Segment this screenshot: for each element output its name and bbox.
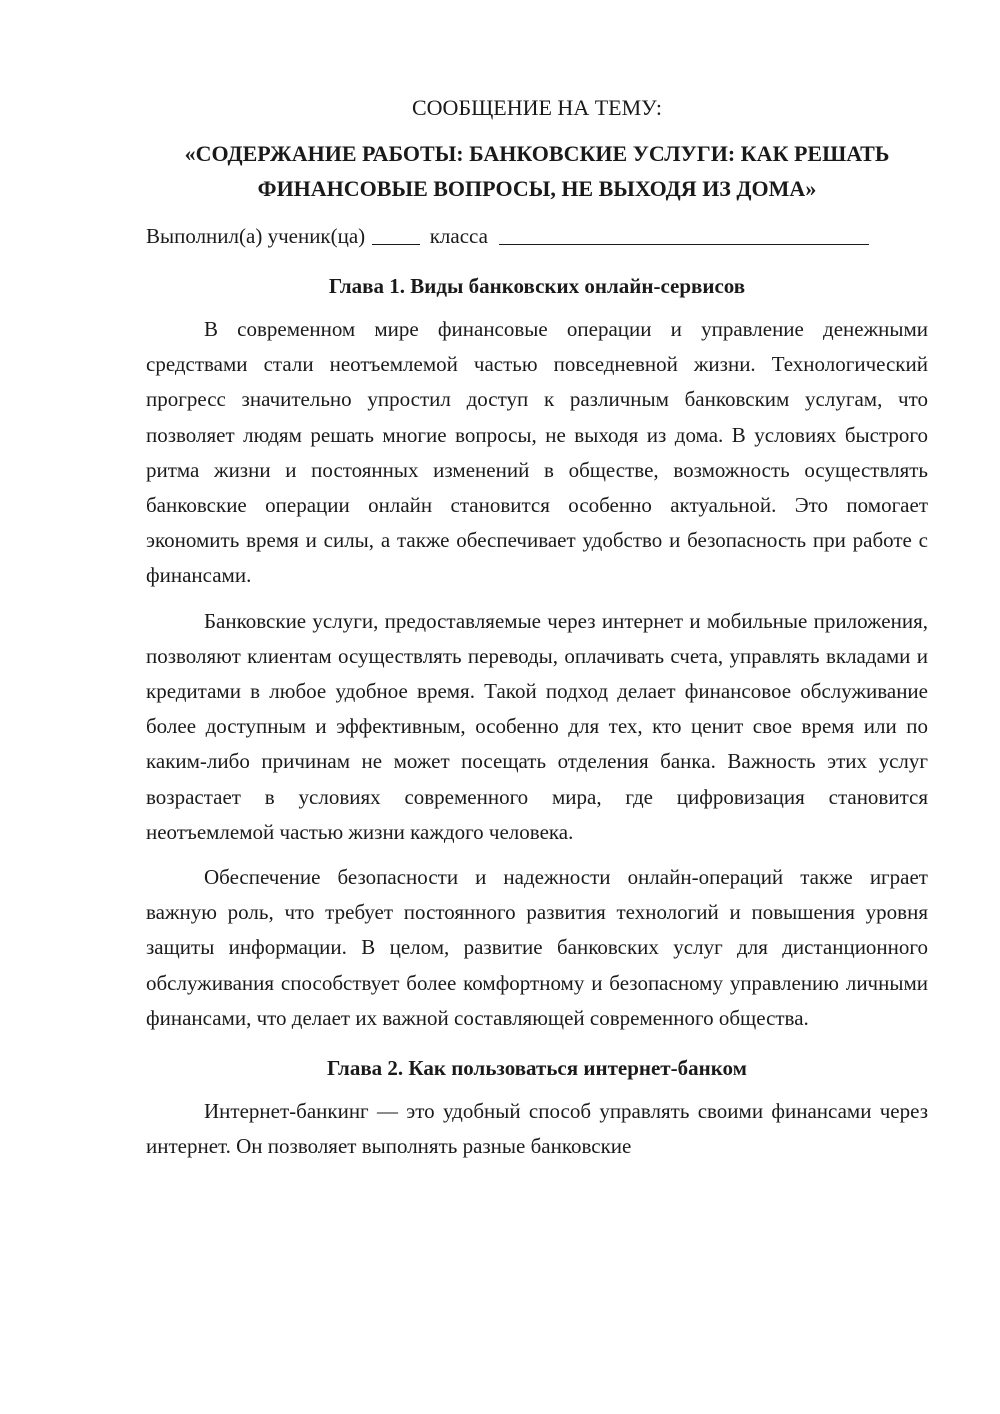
performer-label: Выполнил(а) ученик(ца) [146,224,366,248]
message-label: СООБЩЕНИЕ НА ТЕМУ: [412,95,662,120]
chapter-2-title: Глава 2. Как пользоваться интернет-банком [327,1056,747,1081]
chapter-1-paragraph-3: Обеспечение безопасности и надежности онлайн-операций также играет важную роль, что требует постоянного развития технологий и повышения уровня защиты информации. В целом, развитие банковских услуг для дистанционного обслуживания способствует более комфортному и безопасному управлению личными финансами, что делает их важной составляющей современного общества. [146,865,928,1030]
chapter-1-title: Глава 1. Виды банковских онлайн-сервисов [328,274,746,298]
chapter-2-paragraph-1: Интернет-банкинг — это удобный способ управлять своими финансами через интернет. Он позволяет выполнять разные банковские [146,1099,928,1159]
class-label: класса [429,224,488,248]
document-title: «СОДЕРЖАНИЕ РАБОТЫ: БАНКОВСКИЕ УСЛУГИ: КАК РЕШАТЬ ФИНАНСОВЫЕ ВОПРОСЫ, НЕ ВЫХОДЯ ИЗ ДОМА» [184,141,890,201]
class-number-blank[interactable] [372,224,420,245]
chapter-1-paragraph-2: Банковские услуги, предоставляемые через интернет и мобильные приложения, позволяют клиентам осуществлять переводы, оплачивать счета, управлять вкладами и кредитами в любое удобное время. Такой подход делает финансовое обслуживание более доступным и эффективным, особенно для тех, кто ценит свое время или по каким-либо причинам не может посещать отделения банка. Важность этих услуг возрастает в условиях современного мира, где цифровизация становится неотъемлемой частью жизни каждого человека. [146,608,928,844]
document-page [146,92,928,1174]
chapter-1-paragraph-1: В современном мире финансовые операции и управление денежными средствами стали неотъемлемой частью повседневной жизни. Технологический прогресс значительно упростил доступ к различным банковским услугам, что позволяет людям решать многие вопросы, не выходя из дома. В условиях быстрого ритма жизни и постоянных изменений в обществе, возможность осуществлять банковские операции онлайн становится особенно актуальной. Это помогает экономить время и силы, а также обеспечивает удобство и безопасность при работе с финансами. [146,317,928,588]
student-name-blank[interactable] [499,224,869,245]
performer-line [146,220,928,252]
